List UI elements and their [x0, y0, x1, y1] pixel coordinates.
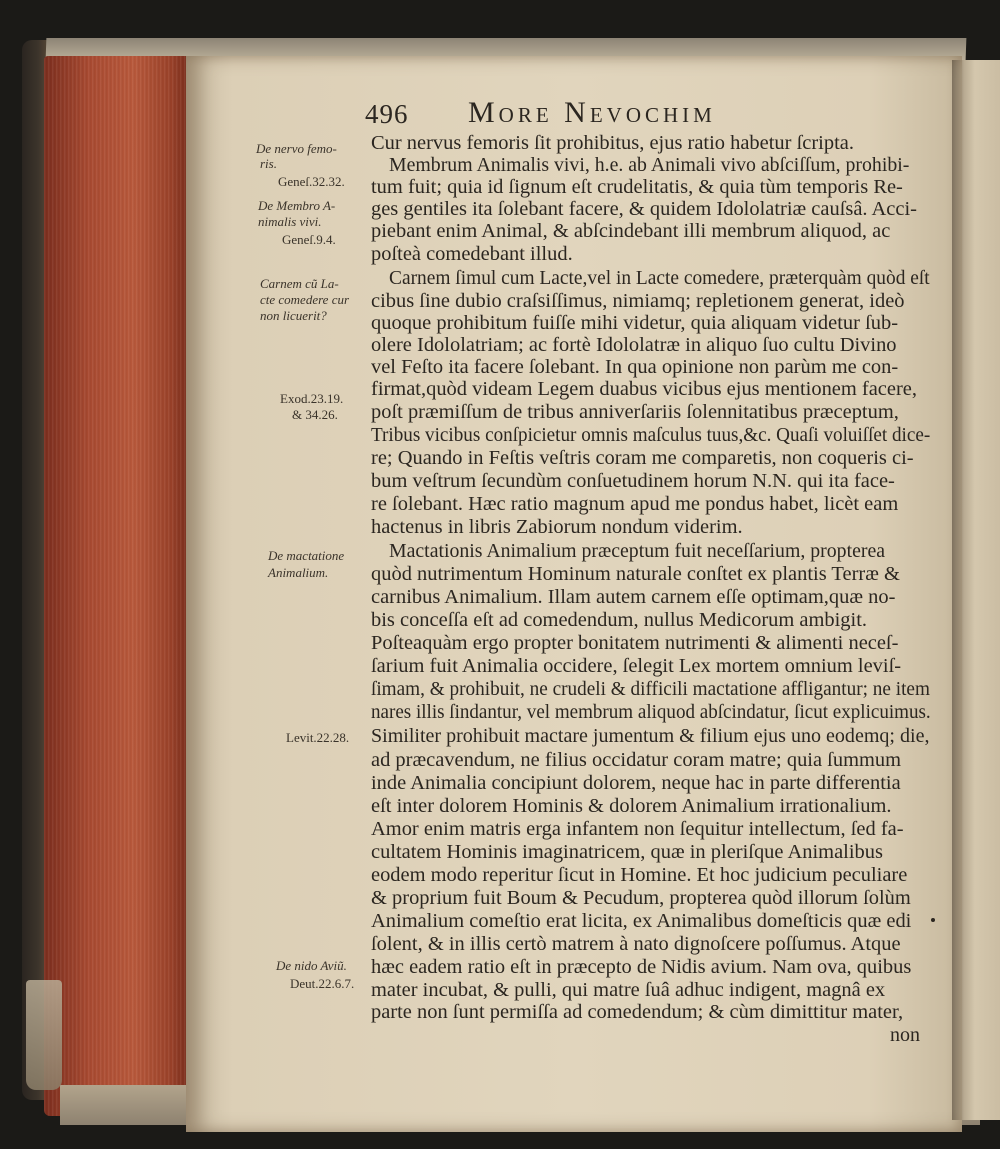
text-line: tum fuit; quia id ſignum eſt crudelitatis, & quia tùm temporis Re-	[371, 176, 903, 198]
text-line: inde Animalia concipiunt dolorem, neque hac in parte differentia	[371, 772, 901, 794]
margin-note: De nido Aviũ.	[276, 958, 347, 973]
margin-reference: & 34.26.	[292, 407, 338, 422]
text-line: eſt inter dolorem Hominis & dolorem Animalium irrationalium.	[371, 795, 892, 817]
text-line: cultatem Hominis imaginatricem, quæ in pleriſque Animalibus	[371, 841, 883, 863]
text-line: mater incubat, & pulli, qui matre ſuâ adhuc indigent, magnâ ex	[371, 979, 886, 1001]
text-line: ſimam, & prohibuit, ne crudeli & difficili mactatione affligantur; ne item	[371, 678, 930, 700]
text-line: Carnem ſimul cum Lacte,vel in Lacte comedere, præterquàm quòd eſt	[389, 267, 930, 289]
text-line: Animalium comeſtio erat licita, ex Animalibus domeſticis quæ edi	[371, 910, 912, 932]
text-line: & proprium fuit Boum & Pecudum, propterea quòd illorum ſolùm	[371, 887, 911, 909]
text-line: Poſteaquàm ergo propter bonitatem nutrimenti & alimenti neceſ-	[371, 632, 899, 654]
margin-reference: Geneſ.32.32.	[278, 174, 345, 189]
text-line: ges gentiles ita ſolebant facere, & quidem Idololatriæ cauſsâ. Acci-	[371, 198, 917, 220]
text-line: ſolent, & in illis certò matrem à nato dignoſcere poſſumus. Atque	[371, 933, 901, 955]
page-number: 496	[365, 99, 409, 129]
text-line: Amor enim matris erga infantem non ſequitur intellectum, ſed fa-	[371, 818, 904, 840]
margin-note: De Membro A-	[258, 198, 336, 213]
text-line: vel Feſto ita facere ſolebant. In qua opinione non parùm me con-	[371, 356, 899, 378]
worn-spine-patch	[26, 980, 62, 1090]
text-line: re; Quando in Feſtis veſtris coram me comparetis, non coqueris ci-	[371, 447, 914, 469]
red-page-edges	[44, 56, 194, 1116]
margin-note: ris.	[260, 156, 277, 171]
margin-note: De nervo femo-	[256, 141, 337, 156]
facing-page-edge	[958, 60, 1000, 1120]
text-line: bis conceſſa eſt ad comedendum, nullus Medicorum ambigit.	[371, 609, 868, 631]
text-line: bum veſtrum ſecundùm conſuetudinem horum N.N. qui ita face-	[371, 470, 895, 492]
text-line: carnibus Animalium. Illam autem carnem eſſe optimam,quæ no-	[371, 586, 896, 608]
text-line: poſt præmiſſum de tribus anniverſariis ſolennitatibus præceptum,	[371, 401, 899, 423]
text-line: olere Idololatriam; ac fortè Idololatræ in aliquo ſuo cultu Divino	[371, 334, 897, 356]
text-line: poſteà comedebant illud.	[371, 243, 573, 265]
running-head: More Nevochim	[468, 96, 716, 129]
text-line: piebant enim Animal, & abſcindebant illi membrum aliquod, ac	[371, 220, 891, 242]
text-line: eodem modo reperitur ſicut in Homine. Et hoc judicium peculiare	[371, 864, 908, 886]
margin-note: non licuerit?	[260, 308, 327, 323]
text-line: cibus ſine dubio craſsiſſimus, nimiamq; repletionem generat, ideò	[371, 290, 905, 312]
text-line: ſarium fuit Animalia occidere, ſelegit Lex mortem omnium leviſ-	[371, 655, 902, 677]
text-line: Tribus vicibus conſpicietur omnis maſculus tuus,&c. Quaſi voluiſſet dice-	[371, 424, 931, 446]
margin-reference: Deut.22.6.7.	[290, 976, 355, 991]
margin-note: nimalis vivi.	[258, 214, 322, 229]
text-line: Mactationis Animalium præceptum fuit neceſſarium, propterea	[389, 540, 886, 562]
margin-note: cte comedere cur	[260, 292, 350, 307]
text-line: quòd nutrimentum Hominum naturale conſtet ex plantis Terræ &	[371, 563, 900, 585]
gutter-shadow	[952, 60, 964, 1120]
text-line: hæc eadem ratio eſt in præcepto de Nidis avium. Nam ova, quibus	[371, 956, 912, 978]
text-line: firmat,quòd videam Legem duabus vicibus ejus mentionem facere,	[371, 378, 917, 400]
text-line: nares illis ſindantur, vel membrum aliquod abſcindatur, ſicut explicuimus.	[371, 701, 931, 723]
text-line: hactenus in libris Zabiorum nondum viderim.	[371, 516, 743, 538]
margin-note: Carnem cũ La-	[260, 276, 339, 291]
catchword: non	[890, 1024, 920, 1046]
ink-speck	[931, 918, 935, 922]
margin-reference: Exod.23.19.	[280, 391, 344, 406]
text-line: Cur nervus femoris ſit prohibitus, ejus ratio habetur ſcripta.	[371, 132, 854, 154]
text-line: Similiter prohibuit mactare jumentum & filium ejus uno eodemq; die,	[371, 725, 930, 747]
margin-reference: Levit.22.28.	[286, 730, 350, 745]
margin-note: De mactatione	[268, 548, 345, 563]
margin-note: Animalium.	[268, 565, 329, 580]
margin-reference: Geneſ.9.4.	[282, 232, 336, 247]
text-line: quoque prohibitum fuiſſe mihi videtur, quia aliquam videtur ſub-	[371, 312, 899, 334]
text-line: parte non ſunt permiſſa ad comedendum; & cùm dimittitur mater,	[371, 1001, 904, 1023]
text-line: Membrum Animalis vivi, h.e. ab Animali vivo abſciſſum, prohibi-	[389, 154, 910, 176]
text-line: re ſolebant. Hæc ratio magnum apud me pondus habet, licèt eam	[371, 493, 899, 515]
text-line: ad præcavendum, ne filius occidatur coram matre; quia ſummum	[371, 749, 902, 771]
